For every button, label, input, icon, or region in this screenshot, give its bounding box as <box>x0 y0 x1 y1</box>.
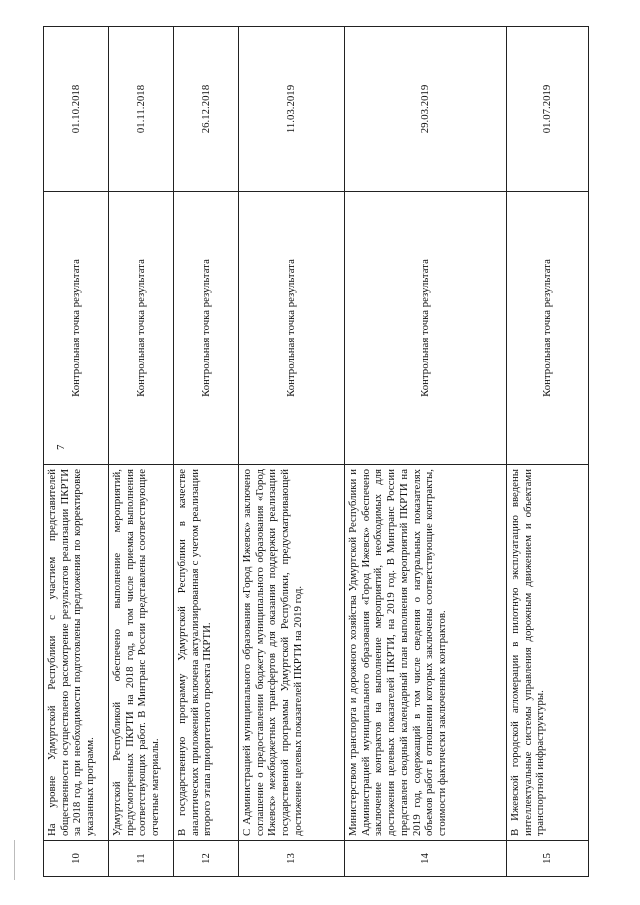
row-date: 26.12.2018 <box>174 27 239 192</box>
row-type: Контрольная точка результата <box>174 192 239 465</box>
row-type: Контрольная точка результата <box>44 192 109 465</box>
row-type: Контрольная точка результата <box>109 192 174 465</box>
row-type: Контрольная точка результата <box>239 192 345 465</box>
row-date: 29.03.2019 <box>345 27 507 192</box>
page-number: 7 <box>55 444 67 450</box>
row-number: 10 <box>44 841 109 877</box>
row-type: Контрольная точка результата <box>507 192 589 465</box>
table-row <box>507 27 589 877</box>
row-description: С Администрацией муниципального образования «Город Ижевск» заключено соглашение о предоставлении бюджету муниципального образования «Город Ижевск» межбюджетных трансфертов для оказания поддержки реализации государственной программы Удмуртской Республики, предусматривающей достижение целевых показателей ПКРТИ на 2019 год. <box>239 465 345 841</box>
row-number: 14 <box>345 841 507 877</box>
row-number: 11 <box>109 841 174 877</box>
row-number: 13 <box>239 841 345 877</box>
row-description: Удмуртской Республикой обеспечено выполнение мероприятий, предусмотренных ПКРТИ на 2018 год, в том числе приемка выполнения соответствующих работ. В Минтранс России представлены соответствующие отчетные материалы. <box>109 465 174 841</box>
row-date: 01.07.2019 <box>507 27 589 192</box>
table-row <box>44 27 109 877</box>
table-row <box>174 27 239 877</box>
row-date: 11.03.2019 <box>239 27 345 192</box>
schedule-table <box>43 26 589 877</box>
row-number: 15 <box>507 841 589 877</box>
row-date: 01.10.2018 <box>44 27 109 192</box>
row-description: На уровне Удмуртской Республики с участием представителей общественности осуществлено рассмотрение результатов реализации ПКРТИ за 2018 год, при необходимости подготовлены предложения по корректировке указанных программ. <box>44 465 109 841</box>
row-number: 12 <box>174 841 239 877</box>
row-description: В государственную программу Удмуртской Республики в качестве аналитических приложений включена актуализированная с учетом реализации второго этапа приоритетного проекта ПКРТИ. <box>174 465 239 841</box>
table-row <box>239 27 345 877</box>
row-date: 01.11.2018 <box>109 27 174 192</box>
row-description: Министерством транспорта и дорожного хозяйства Удмуртской Республики и Администрацией муниципального образования «Город Ижевск» обеспечено заключение контрактов на выполнение мероприятий, необходимых для достижения целевых показателей ПКРТИ, на 2019 год. В Минтранс России представлен сводный календарный план выполнения мероприятий ПКРТИ на 2019 год, содержащий в том числе сведения о натуральных показателях объемов работ в отношении которых заключены соответствующие контракты, стоимости фактически заключенных контрактов. <box>345 465 507 841</box>
row-type: Контрольная точка результата <box>345 192 507 465</box>
table-row <box>109 27 174 877</box>
table-row <box>345 27 507 877</box>
row-description: В Ижевской городской агломерации в пилотную эксплуатацию введены интеллектуальные системы управления дорожным движением и объектами транспортной инфраструктуры. <box>507 465 589 841</box>
rotated-table-container <box>43 27 588 877</box>
scan-margin-mark <box>14 840 15 880</box>
